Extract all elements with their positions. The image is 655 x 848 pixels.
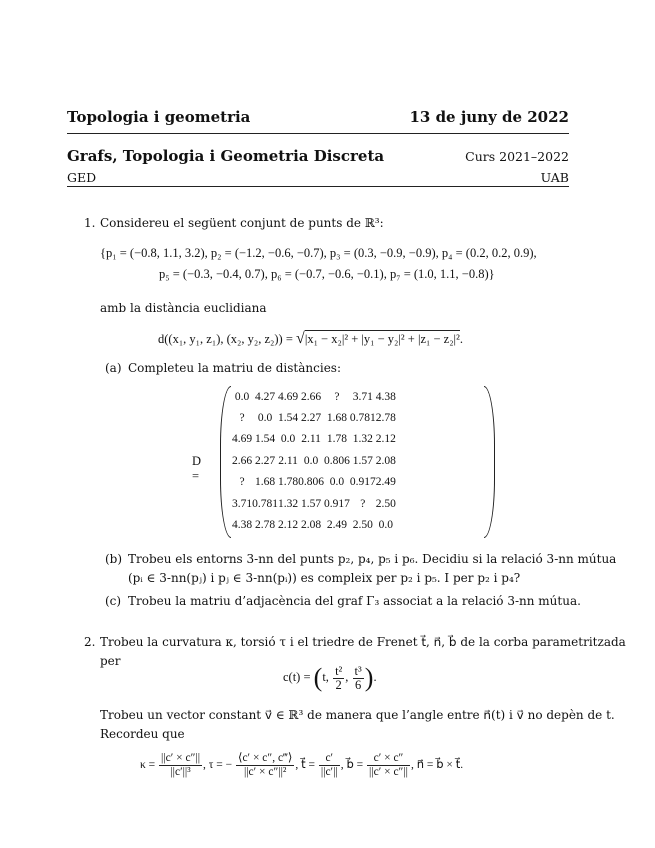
matrix-row (232, 514, 396, 535)
matrix-cell: 1.32 (352, 433, 373, 446)
matrix-cell: 0.0 (303, 454, 319, 467)
matrix-right-paren (484, 386, 495, 538)
left-code: GED (67, 170, 97, 185)
matrix-cell: 4.69 (232, 433, 253, 446)
problem2-line-3: Trobeu un vector constant v⃗ ∈ ℝ³ de manera que l’angle entre n⃗(t) i v⃗ no depèn de t. (100, 708, 615, 722)
curve-t: t, (322, 669, 329, 684)
part-b-line-1: Trobeu els entorns 3-nn del punts p₂, p₄, p₅ i p₆. Decidiu si la relació 3-nn mútua (128, 552, 617, 566)
matrix-cell: 4.38 (375, 390, 396, 403)
header-rule-bottom (67, 186, 569, 187)
matrix-cell: 2.12 (375, 433, 396, 446)
matrix-cell: 3.71 (232, 497, 253, 510)
problem1-intro-text: Considereu el següent conjunt de punts de (100, 216, 361, 230)
matrix-cell: 2.08 (375, 454, 396, 467)
matrix-cell: 1.78 (278, 476, 299, 489)
curve-den-2: 2 (335, 677, 342, 692)
matrix-cell: 0.781 (349, 412, 376, 425)
n-formula: , n⃗ = b⃗ × t⃗. (410, 759, 464, 772)
matrix-row (232, 386, 396, 407)
matrix-cell: 1.54 (255, 433, 276, 446)
matrix-cell: 2.50 (352, 519, 373, 532)
matrix-cell: 1.57 (352, 454, 373, 467)
points-line-2: p₅ = (−0.3, −0.4, 0.7), p₆ = (−0.7, −0.6, −0.1), p₇ = (1.0, 1.1, −0.8)} (159, 267, 495, 281)
t-den: ||c′|| (320, 766, 338, 778)
frenet-formulas (140, 752, 463, 779)
matrix-row (232, 407, 396, 428)
matrix-cell: 0.0 (257, 412, 273, 425)
matrix-cell: 2.27 (301, 412, 322, 425)
tau-lhs: , τ = − (203, 759, 233, 772)
academic-year: Curs 2021–2022 (465, 149, 569, 164)
matrix-cell: ? (239, 412, 245, 425)
matrix-cell: 2.50 (375, 497, 396, 510)
matrix-cell: 4.38 (232, 519, 253, 532)
matrix-row (232, 472, 396, 493)
matrix-cell: 2.49 (375, 476, 396, 489)
exam-date: 13 de juny de 2022 (409, 108, 569, 126)
matrix-cell: 1.68 (326, 412, 347, 425)
curve-den-3: 6 (355, 677, 362, 692)
matrix-cell: 2.78 (375, 412, 396, 425)
tau-frac (236, 752, 294, 779)
sqrt-symbol: √ (296, 330, 305, 347)
curve-num-2: t² (335, 663, 343, 678)
problem2-number: 2. (84, 635, 96, 649)
matrix-cell: 1.57 (301, 497, 322, 510)
matrix-label: D = (192, 454, 202, 483)
problem1-number: 1. (84, 216, 96, 230)
matrix-cell: ? (239, 476, 245, 489)
part-c-label: (c) (105, 594, 122, 608)
matrix-cell: 0.0 (280, 433, 296, 446)
kappa-frac (159, 752, 202, 779)
curve-lhs: c(t) = (283, 669, 311, 684)
right-code: UAB (540, 170, 569, 185)
kappa-den: ||c′||³ (170, 766, 191, 778)
matrix-cell: 2.11 (301, 433, 321, 446)
header-rule-top (67, 133, 569, 134)
part-a-label: (a) (105, 361, 122, 375)
matrix-cell: 1.54 (278, 412, 299, 425)
distance-end: . (459, 332, 463, 346)
matrix-cell: ? (334, 390, 340, 403)
curve-frac-3 (353, 665, 364, 692)
subject-title: Grafs, Topologia i Geometria Discreta (67, 147, 385, 165)
problem2-line-1: Trobeu la curvatura κ, torsió τ i el triedre de Frenet t⃗, n⃗, b⃗ de la corba parametritzada (100, 635, 626, 649)
distance-lhs: d((x₁, y₁, z₁), (x₂, y₂, z₂)) = (158, 332, 293, 346)
part-b-label: (b) (105, 552, 123, 566)
part-a-text: Completeu la matriu de distàncies: (128, 361, 341, 375)
course-title: Topologia i geometria (67, 108, 251, 126)
b-den: ||c′ × c″|| (368, 766, 408, 778)
tau-den: ||c′ × c″||² (243, 766, 287, 778)
problem1-r3: ℝ³: (364, 216, 384, 230)
matrix-cell: 2.27 (255, 454, 276, 467)
kappa-lhs: κ = (140, 759, 156, 772)
matrix-cell: 4.27 (255, 390, 276, 403)
matrix-cell: 2.11 (278, 454, 298, 467)
matrix-row (232, 429, 396, 450)
kappa-num: ||c′ × c″|| (161, 752, 200, 764)
t-lhs: , t⃗ = (295, 759, 315, 772)
curve-num-3: t³ (354, 663, 362, 678)
points-line-1: {p₁ = (−0.8, 1.1, 3.2), p₂ = (−1.2, −0.6, −0.7), p₃ = (0.3, −0.9, −0.9), p₄ = (0.2, 0.2, 0.9), (100, 246, 537, 260)
matrix-cell: 3.71 (352, 390, 373, 403)
curve-open-paren: ( (313, 663, 323, 692)
matrix-cell: 0.806 (324, 454, 350, 467)
problem2-line-4: Recordeu que (100, 727, 185, 741)
distance-formula (158, 330, 463, 348)
curve-close-paren: ) (364, 663, 374, 692)
part-b-line-2: (pᵢ ∈ 3-nn(pⱼ) i pⱼ ∈ 3-nn(pᵢ)) es compleix per p₂ i p₅. I per p₂ i p₄? (128, 571, 521, 585)
matrix-cell: 2.12 (278, 519, 299, 532)
b-frac (367, 752, 410, 779)
tau-num: ⟨c′ × c″, c‴⟩ (237, 752, 293, 764)
matrix-cell: 0.0 (378, 519, 393, 532)
matrix-left-paren (220, 386, 231, 538)
t-num: c′ (319, 752, 340, 766)
matrix-cell: 0.806 (298, 476, 324, 489)
t-frac (319, 752, 340, 779)
matrix-cell: 2.66 (301, 390, 322, 403)
problem2-line-2: per (100, 654, 121, 668)
matrix-row (232, 450, 396, 471)
matrix-cell: 2.08 (301, 519, 322, 532)
curve-formula: c(t) = (t, $\frac{\text{t²}}{2}$ , $\frac{\text{t³}}{6}$ ). (283, 663, 377, 692)
matrix-row (232, 493, 396, 514)
matrix-cell: 0.781 (252, 497, 278, 510)
matrix-cell: 1.68 (255, 476, 276, 489)
matrix-cell: 2.78 (255, 519, 276, 532)
metric-intro: amb la distància euclidiana (100, 301, 267, 315)
matrix-cell: 1.78 (326, 433, 347, 446)
matrix-cell: 0.0 (329, 476, 345, 489)
matrix-cell: 1.32 (278, 497, 299, 510)
part-c-text: Trobeu la matriu d’adjacència del graf Γ₃ associat a la relació 3-nn mútua. (128, 594, 581, 608)
problem1-intro (100, 216, 384, 230)
distance-rhs: |x₁ − x₂|² + |y₁ − y₂|² + |z₁ − z₂|² (304, 332, 460, 346)
matrix-cell: ? (360, 497, 366, 510)
matrix-cell: 2.49 (326, 519, 347, 532)
matrix-cell: 2.66 (232, 454, 253, 467)
b-num: c′ × c″ (367, 752, 410, 766)
b-lhs: , b⃗ = (340, 759, 364, 772)
matrix-cell: 0.917 (349, 476, 376, 489)
curve-frac-2 (333, 665, 344, 692)
matrix-cell: 0.917 (324, 497, 350, 510)
matrix-cell: 4.69 (278, 390, 299, 403)
curve-end: . (373, 669, 377, 684)
matrix-cell: 0.0 (234, 390, 250, 403)
matrix-table (232, 386, 396, 536)
